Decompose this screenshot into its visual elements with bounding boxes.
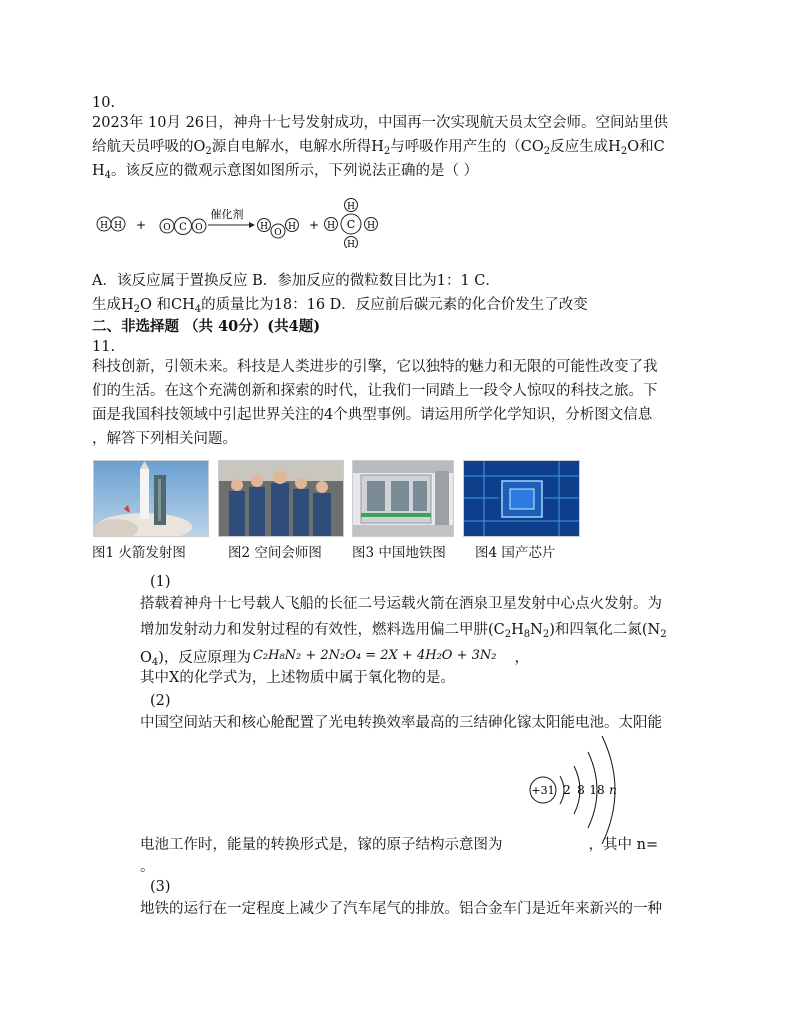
svg-text:2: 2 [563,783,571,797]
part-2-line-2: 电池工作时，能量的转换形式是，镓的原子结构示意图为 ，其中 n= [140,837,659,853]
part-2-line-1: 中国空间站天和核心舱配置了光电转换效率最高的三结砷化镓太阳能电池。太阳能 [140,715,662,731]
rocket-launch-image [93,460,209,537]
question-11-number: 11. [92,339,116,355]
gallium-atom-structure-diagram [522,730,632,850]
question-10-options-c-d: 生成$H_2O$ 和$CH_4$的质量比为18：16 D．反应前后碳元素的化合价发生了改变 [92,297,588,315]
figure-4-caption: 图4 国产芯片 [475,545,556,561]
part-1-line-1: 搭载着神舟十七号载人飞船的长征二号运载火箭在酒泉卫星发射中心点火发射。为 [140,596,662,612]
question-11-intro-2: 们的生活。在这个充满创新和探索的时代，让我们一同踏上一段令人惊叹的科技之旅。下 [92,383,658,399]
svg-text:n: n [609,783,617,797]
chip-image [463,460,580,537]
part-1-line-4: 其中X的化学式为，上述物质中属于氧化物的是。 [140,670,455,686]
svg-text:+: + [308,218,320,232]
catalyst-label: 催化剂 [210,208,244,221]
part-2-label: (2) [150,693,171,709]
question-10-line-1: 2023年 10月 26日，神舟十七号发射成功，中国再一次实现航天员太空会师。空间站里供 [92,115,669,131]
svg-text:C: C [346,218,356,231]
part-3-label: (3) [150,879,171,895]
svg-text:18: 18 [589,783,605,797]
reaction-equation: C₂H₈N₂ + 2N₂O₄ = 2X + 4H₂O + 3N₂ [252,648,497,663]
svg-text:8: 8 [577,783,585,797]
figure-1-caption: 图1 火箭发射图 [92,545,186,561]
svg-text:+: + [135,218,147,232]
part-3-line-1: 地铁的运行在一定程度上减少了汽车尾气的排放。铝合金车门是近年来新兴的一种 [140,901,662,917]
question-11-intro-4: ，解答下列相关问题。 [92,431,237,447]
part-1-line-3: $O_4$)，反应原理为 C₂H₈N₂ + 2N₂O₄ = 2X + 4H₂O + 3N₂ ， [140,648,529,668]
part-1-line-2: 增加发射动力和发射过程的有效性，燃料选用偏二甲肼$(C_2H_8N_2)$和四氧化二氮($N_2$ [140,622,667,640]
svg-text:H: H [347,240,355,248]
svg-text:H: H [100,221,108,231]
question-10-line-3: $H_4$。该反应的微观示意图如图所示，下列说法正确的是（ ） [92,163,479,181]
question-10-number: 10. [92,95,116,111]
question-10-line-2: 给航天员呼吸的$O_2$源自电解水，电解水所得$H_2$与呼吸作用产生的（$CO_2$反应生成$H_2O$和C [92,139,665,157]
section-2-title: 二、非选择题 （共 40分）(共4题) [92,318,321,335]
svg-text:O: O [195,223,203,233]
svg-text:H: H [260,222,268,232]
svg-text:H: H [327,221,335,231]
question-11-intro-1: 科技创新，引领未来。科技是人类进步的引擎，它以独特的魅力和无限的可能性改变了我 [92,359,658,375]
question-11-intro-3: 面是我国科技领域中引起世界关注的4个典型事例。请运用所学化学知识，分析图文信息 [92,407,653,423]
subway-image [352,460,454,537]
part-2-line-3: 。 [140,859,155,875]
svg-text:H: H [114,221,122,231]
question-10-options-a-b: A．该反应属于置换反应 B．参加反应的微粒数目比为1：1 C． [92,273,500,289]
part-1-label: (1) [150,574,171,590]
svg-text:H: H [367,221,375,231]
svg-text:H: H [288,222,296,232]
figure-3-caption: 图3 中国地铁图 [352,545,446,561]
space-meeting-image [218,460,344,537]
svg-text:H: H [347,202,355,212]
svg-text:+31: +31 [531,784,555,797]
svg-text:O: O [274,228,282,238]
svg-text:C: C [179,222,187,233]
figure-2-caption: 图2 空间会师图 [228,545,322,561]
svg-text:O: O [163,223,171,233]
reaction-microscopic-diagram [92,192,392,248]
